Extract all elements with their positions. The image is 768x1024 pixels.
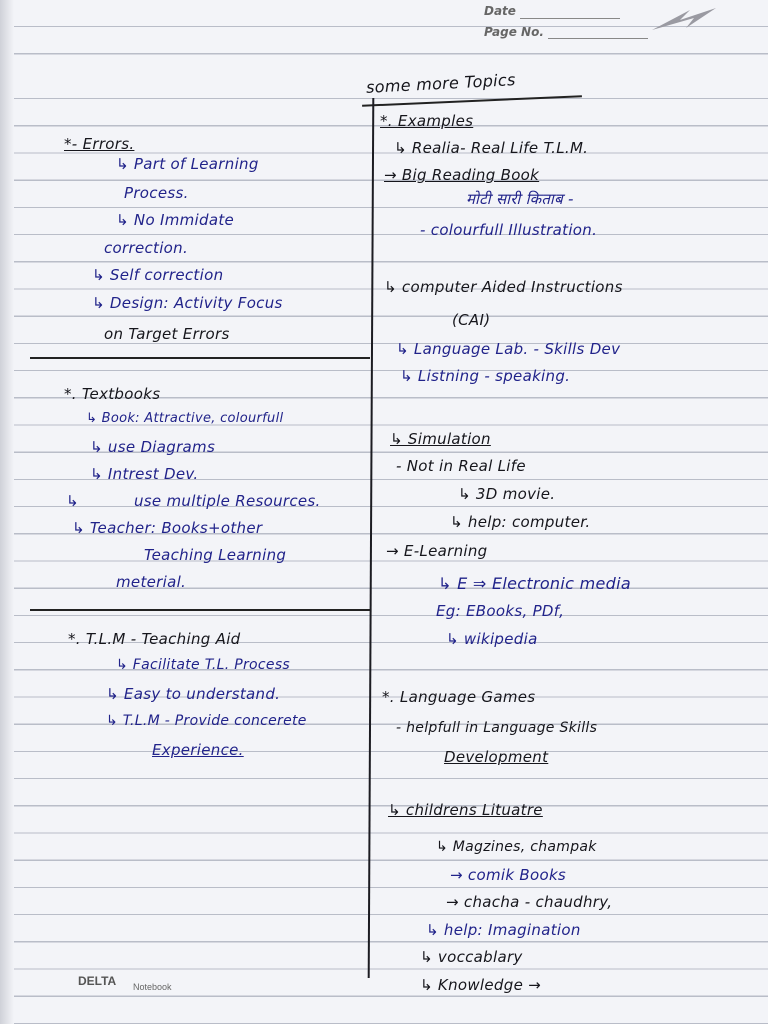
list-item: Experience. — [152, 741, 244, 759]
list-item: → Big Reading Book — [384, 166, 540, 184]
list-item: ↳ Language Lab. - Skills Dev — [396, 340, 621, 358]
delta-logo-icon — [650, 4, 720, 34]
date-line — [520, 18, 620, 19]
list-item: ↳ T.L.M - Provide concerete — [106, 713, 307, 729]
page-no-line — [548, 38, 648, 39]
list-item: - Not in Real Life — [396, 457, 526, 475]
list-item: ↳ — [66, 492, 79, 510]
errors-heading: *- Errors. — [64, 135, 135, 153]
list-item: on Target Errors — [104, 325, 230, 343]
list-item: - helpfull in Language Skills — [396, 720, 598, 736]
list-item: ↳ Part of Learning — [116, 155, 259, 173]
list-item: use multiple Resources. — [134, 492, 321, 510]
list-item: Development — [444, 748, 549, 766]
list-item: ↳ Intrest Dev. — [90, 465, 199, 483]
list-item: ↳ help: Imagination — [426, 921, 581, 939]
list-item: ↳ Teacher: Books+other — [72, 519, 263, 537]
list-item: ↳ childrens Lituatre — [388, 801, 543, 819]
list-item: Process. — [124, 184, 189, 202]
list-item: ↳ 3D movie. — [458, 485, 556, 503]
list-item: ↳ Self correction — [92, 266, 224, 284]
date-label: Date — [484, 4, 516, 18]
list-item: ↳ No Immidate — [116, 211, 235, 229]
list-item: correction. — [104, 239, 189, 257]
textbooks-heading: *. Textbooks — [64, 385, 161, 403]
list-item: मोटी सारी किताब - — [466, 190, 574, 208]
list-item: ↳ help: computer. — [450, 513, 591, 531]
page-title: some more Topics — [365, 70, 517, 97]
notebook-brand-sub: Notebook — [133, 982, 172, 992]
list-item: ↳ Knowledge → — [420, 976, 542, 994]
examples-heading: *. Examples — [380, 112, 474, 130]
list-item: Eg: EBooks, PDf, — [436, 602, 565, 620]
list-item: ↳ voccablary — [420, 948, 523, 966]
list-item: ↳ E ⇒ Electronic media — [438, 574, 631, 593]
list-item: → chacha - chaudhry, — [446, 893, 613, 911]
list-item: ↳ Simulation — [390, 430, 491, 448]
list-item: ↳ use Diagrams — [90, 438, 216, 456]
list-item: ↳ Magzines, champak — [436, 839, 597, 855]
list-item: - colourfull Illustration. — [420, 221, 598, 239]
column-divider — [368, 98, 375, 978]
list-item: ↳ Easy to understand. — [106, 685, 281, 703]
list-item: ↳ Facilitate T.L. Process — [116, 657, 291, 673]
games-heading: *. Language Games — [382, 688, 536, 706]
list-item: Teaching Learning — [144, 546, 287, 564]
list-item: ↳ Realia- Real Life T.L.M. — [394, 139, 589, 157]
list-item: ↳ wikipedia — [446, 630, 538, 648]
page-no-label: Page No. — [484, 25, 544, 39]
list-item: ↳ Listning - speaking. — [400, 367, 571, 385]
section-divider-1 — [30, 357, 370, 359]
tlm-heading: *. T.L.M - Teaching Aid — [68, 630, 241, 648]
title-underline — [362, 95, 582, 107]
list-item: ↳ computer Aided Instructions — [384, 278, 623, 296]
list-item: (CAI) — [452, 311, 491, 329]
list-item: → comik Books — [450, 866, 567, 884]
list-item: ↳ Design: Activity Focus — [92, 294, 283, 312]
section-divider-2 — [30, 609, 370, 611]
list-item: meterial. — [116, 573, 187, 591]
list-item: ↳ Book: Attractive, colourfull — [86, 411, 284, 426]
list-item: → E-Learning — [386, 542, 488, 560]
page-edge — [0, 0, 14, 1024]
notebook-brand: DELTA — [78, 974, 117, 988]
